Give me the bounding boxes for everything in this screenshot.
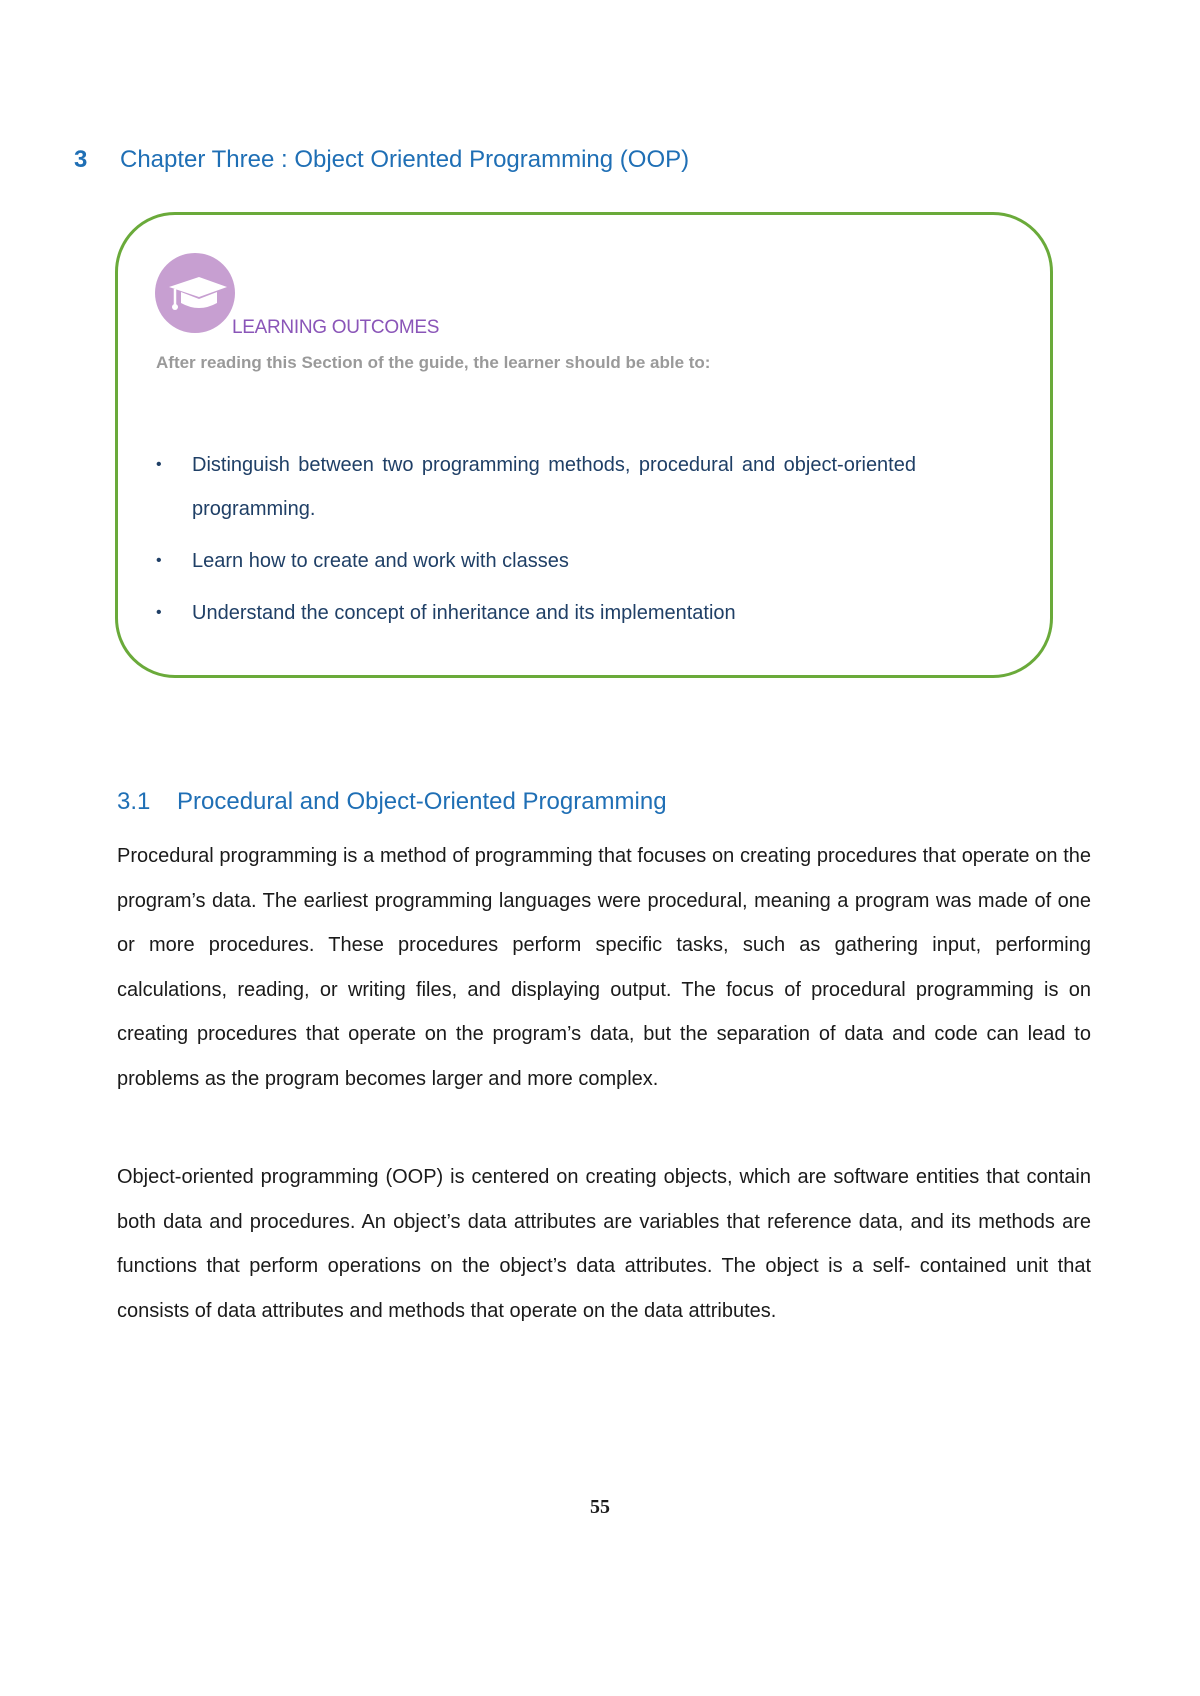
bullet-icon: • [156, 552, 162, 569]
bullet-icon: • [156, 604, 162, 621]
chapter-title: Chapter Three : Object Oriented Programming (OOP) [120, 146, 690, 173]
list-item-text: Distinguish between two programming methods, procedural and object-oriented programming. [192, 454, 916, 520]
chapter-number: 3 [74, 146, 88, 173]
section-heading [117, 788, 667, 816]
graduation-cap-icon [155, 253, 235, 333]
learning-outcomes-title: LEARNING OUTCOMES [232, 317, 440, 338]
paragraph-oop: Object-oriented programming (OOP) is centered on creating objects, which are software entities that contain both data and procedures. An object’s data attributes are variables that reference data, and its methods are functions that perform operations on the object’s data attributes. The object is a self- contained unit that consists of data attributes and methods that operate on the data attributes. [117, 1166, 1091, 1322]
bullet-icon: • [156, 456, 162, 473]
learning-outcomes-box [115, 212, 1053, 678]
learning-outcomes-intro: After reading this Section of the guide, the learner should be able to: [156, 353, 711, 372]
chapter-heading [74, 146, 689, 174]
list-item [156, 443, 916, 531]
page-number: 55 [590, 1496, 610, 1518]
learning-outcomes-list [156, 443, 916, 643]
paragraph-procedural: Procedural programming is a method of programming that focuses on creating procedures that operate on the program’s data. The earliest programming languages were procedural, meaning a program was made of one or more procedures. These procedures perform specific tasks, such as gathering input, performing calculations, reading, or writing files, and displaying output. The focus of procedural programming is on creating procedures that operate on the program’s data, but the separation of data and code can lead to problems as the program becomes larger and more complex. [117, 845, 1091, 1090]
list-item [156, 591, 916, 635]
section-title: Procedural and Object-Oriented Programming [177, 788, 667, 815]
section-number: 3.1 [117, 788, 151, 815]
list-item [156, 539, 916, 583]
list-item-text: Learn how to create and work with classes [192, 550, 569, 572]
list-item-text: Understand the concept of inheritance and its implementation [192, 602, 736, 624]
